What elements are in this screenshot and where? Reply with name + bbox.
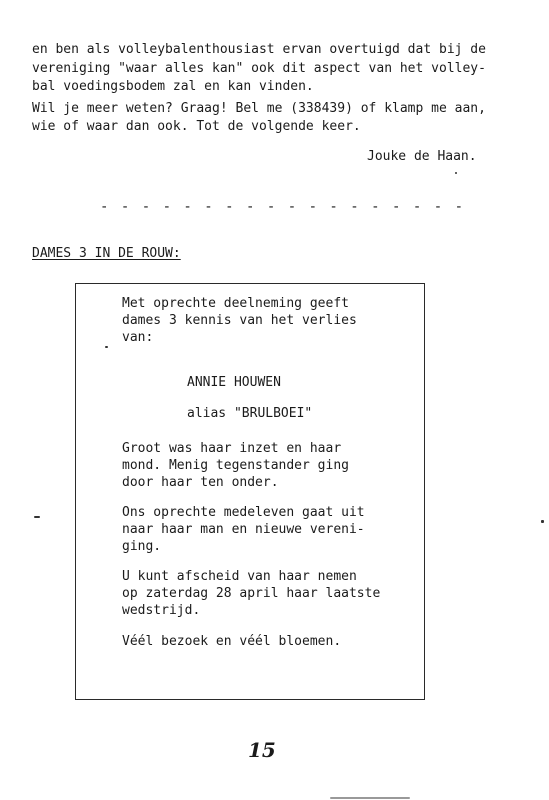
- intro-line-2: vereniging "waar alles kan" ook dit aspect van het volley-: [32, 61, 486, 76]
- page-number: 15: [248, 738, 276, 762]
- notice-p2-line-3: ging.: [122, 539, 162, 554]
- notice-p1-line-3: door haar ten onder.: [122, 475, 279, 490]
- notice-p3-line-2: op zaterdag 28 april haar laatste: [122, 586, 381, 601]
- scan-speck: [455, 172, 457, 174]
- notice-p3-line-1: U kunt afscheid van haar nemen: [122, 569, 357, 584]
- notice-opening-line-3: van:: [122, 330, 154, 345]
- deceased-alias: alias "BRULBOEI": [187, 406, 313, 421]
- scan-speck: [541, 520, 544, 523]
- section-heading: DAMES 3 IN DE ROUW:: [32, 246, 181, 261]
- scan-speck: [34, 516, 40, 518]
- scan-speck: [105, 346, 108, 348]
- deceased-name: ANNIE HOUWEN: [187, 375, 281, 390]
- contact-line-2: wie of waar dan ook. Tot de volgende keer.: [32, 119, 361, 134]
- notice-p1-line-1: Groot was haar inzet en haar: [122, 441, 342, 456]
- notice-p2-line-1: Ons oprechte medeleven gaat uit: [122, 505, 365, 520]
- notice-p2-line-2: naar haar man en nieuwe vereni-: [122, 522, 365, 537]
- notice-closing: Véél bezoek en véél bloemen.: [122, 634, 342, 649]
- intro-line-1: en ben als volleybalenthousiast ervan overtuigd dat bij de: [32, 42, 486, 57]
- dashed-separator: - - - - - - - - - - - - - - - - - -: [100, 199, 466, 215]
- notice-p1-line-2: mond. Menig tegenstander ging: [122, 458, 349, 473]
- notice-p3-line-3: wedstrijd.: [122, 603, 201, 618]
- notice-opening-line-1: Met oprechte deelneming geeft: [122, 296, 349, 311]
- scan-edge-mark: [330, 797, 410, 799]
- contact-line-1: Wil je meer weten? Graag! Bel me (338439) of klamp me aan,: [32, 101, 486, 116]
- signature: Jouke de Haan.: [367, 149, 477, 164]
- intro-line-3: bal voedingsbodem zal en kan vinden.: [32, 79, 314, 94]
- notice-opening-line-2: dames 3 kennis van het verlies: [122, 313, 357, 328]
